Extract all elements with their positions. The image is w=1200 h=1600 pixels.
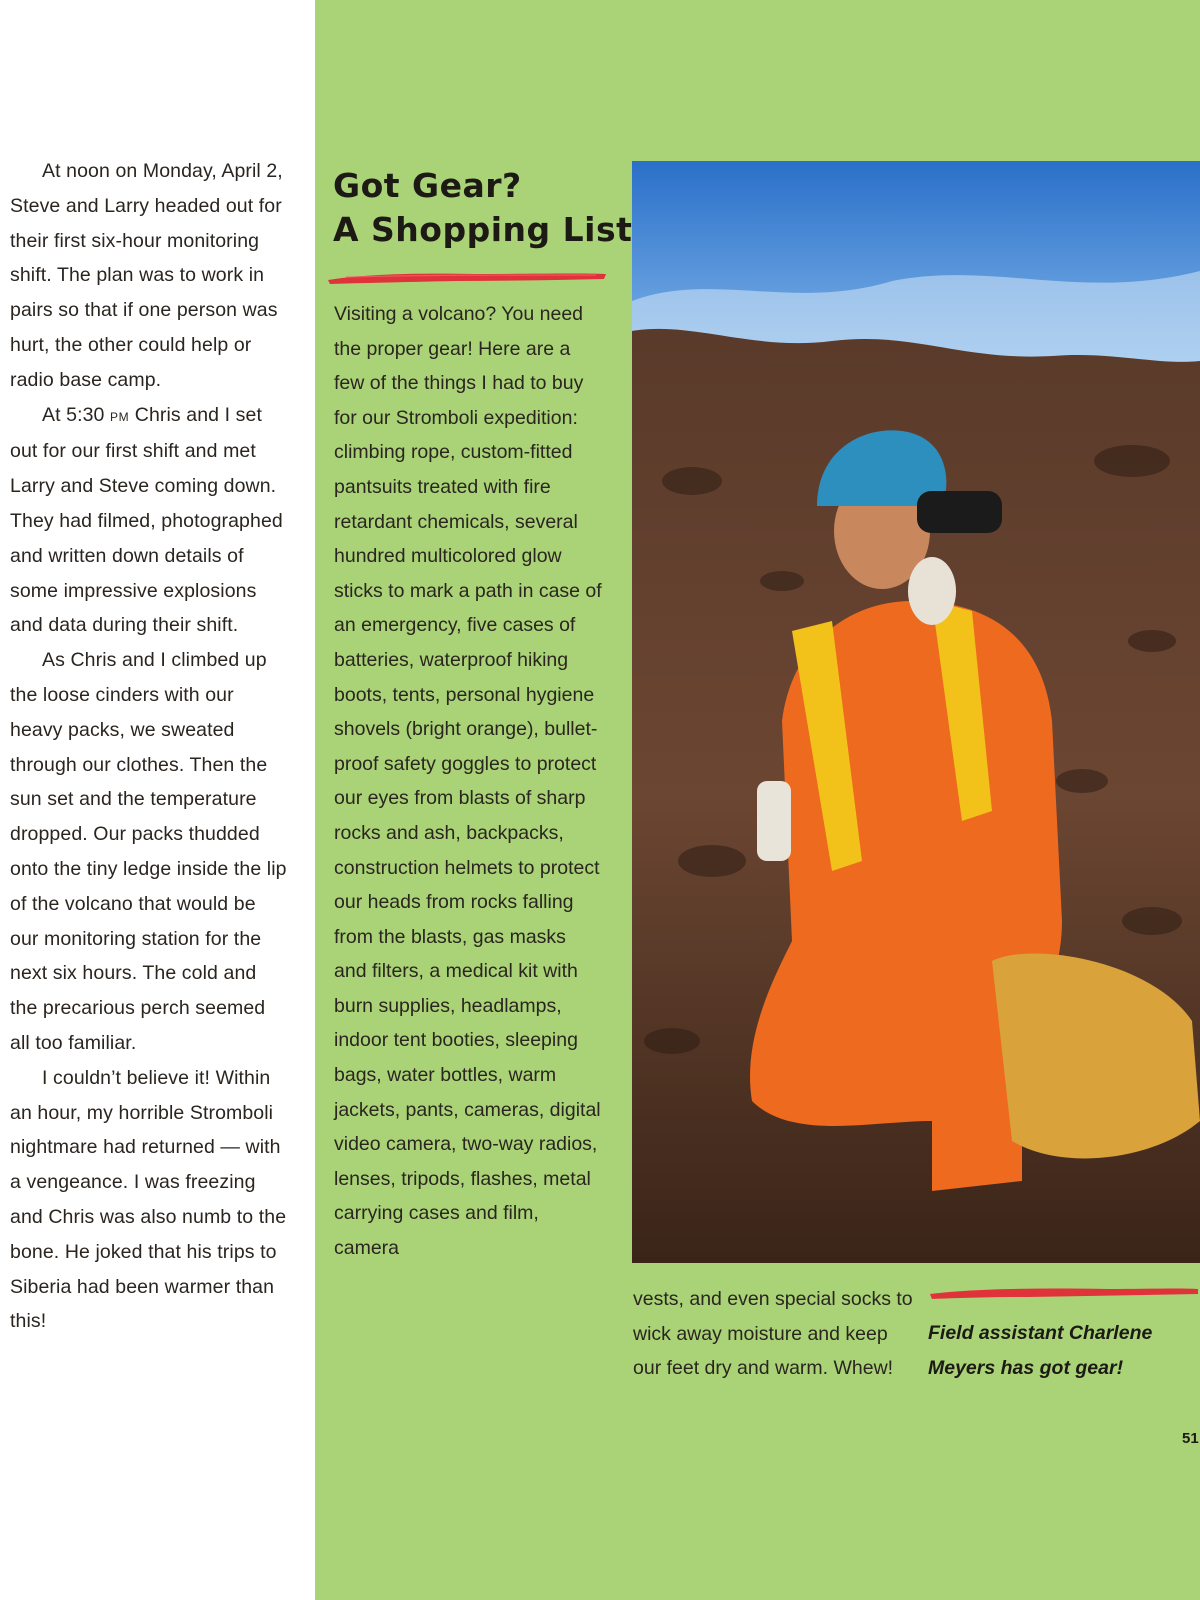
field-assistant-photo (632, 161, 1200, 1263)
heading-line-2: A Shopping List (333, 210, 633, 249)
shopping-list-column (334, 297, 602, 1266)
paragraph-2-text: Chris and I set out for our first shift and met Larry and Steve coming down. They had filmed, photographed and written down details of some impressive explosions and data during their shift. (10, 403, 283, 637)
paragraph-4: I couldn’t believe it! Within an hour, my horrible Stromboli nightmare had returned — with a vengeance. I was freezing and Chris was also numb to the bone. He joked that his trips to Siberia had been warmer than this! (10, 1066, 287, 1333)
sidebar-heading (333, 164, 633, 252)
shopping-list-continued (633, 1282, 913, 1386)
paragraph-1: At noon on Monday, April 2, Steve and Larry headed out for their first six-hour monitoring shift. The plan was to work in pairs so that if one person was hurt, the other could help or radio base camp. (10, 160, 283, 391)
shopping-list-continued-text: vests, and even special socks to wick away moisture and keep our feet dry and warm. Whew! (633, 1288, 913, 1380)
time-text: At 5:30 (42, 403, 105, 426)
red-brush-stroke-divider (326, 268, 608, 288)
paragraph-2 (10, 398, 288, 644)
paragraph-3: As Chris and I climbed up the loose cinders with our heavy packs, we sweated through our clothes. Then the sun set and the temperature dropped. Our packs thudded onto the tiny ledge inside the lip of the volcano that would be our monitoring station for the next six hours. The cold and the precarious perch seemed all too familiar. (10, 649, 287, 1054)
caption-stroke-shape (930, 1289, 1198, 1299)
page-number: 51 (1182, 1430, 1199, 1447)
main-text-column (10, 154, 288, 1339)
pm-label: PM (110, 409, 130, 424)
binoculars (917, 491, 1002, 533)
heading-line-1: Got Gear? (333, 166, 522, 205)
red-brush-stroke-caption (928, 1284, 1200, 1304)
photo-caption (928, 1316, 1190, 1386)
water-bottle (757, 781, 791, 861)
glove (908, 557, 956, 625)
shopping-list-text: Visiting a volcano? You need the proper gear! Here are a few of the things I had to buy for our Stromboli expedition: climbing rope, custom-fitted pantsuits treated with fire retardant chemicals, several hundred multicolored glow sticks to mark a path in case of an emergency, five cases of batteries, waterproof hiking boots, tents, personal hygiene shovels (bright orange), bullet-proof safety goggles to protect our eyes from blasts of sharp rocks and ash, backpacks, construction helmets to protect our heads from rocks falling from the blasts, gas masks and filters, a medical kit with burn supplies, headlamps, indoor tent booties, sleeping bags, water bottles, warm jackets, pants, cameras, digital video camera, two-way radios, lenses, tripods, flashes, metal carrying cases and film, camera (334, 303, 602, 1260)
caption-text: Field assistant Charlene Meyers has got gear! (928, 1322, 1153, 1379)
photo-illustration (632, 161, 1200, 1263)
